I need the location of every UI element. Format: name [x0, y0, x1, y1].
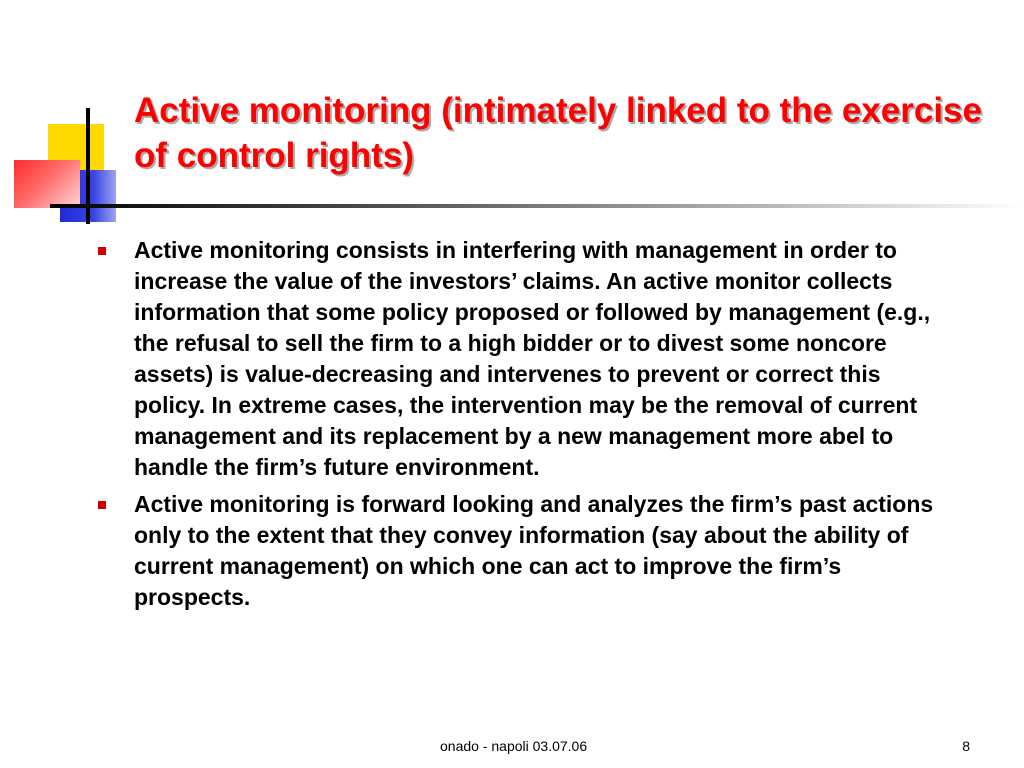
bullet-square-icon [98, 501, 106, 509]
bullet-item [134, 489, 949, 613]
bullet-text: Active monitoring is forward looking and analyzes the firm’s past actions only to the extent that they convey information (say about the ability of current management) on which one can act to improve the firm’s prospects. [134, 491, 934, 610]
decor-red-square [14, 160, 80, 208]
title-underline [50, 204, 1024, 208]
footer-text: onado - napoli 03.07.06 [440, 738, 588, 754]
slide-title: Active monitoring (intimately linked to the exercise of control rights) [134, 91, 982, 175]
page-number: 8 [962, 738, 970, 754]
bullet-list [134, 235, 949, 619]
bullet-item [134, 235, 949, 483]
bullet-square-icon [98, 247, 106, 255]
bullet-text: Active monitoring consists in interfering with management in order to increase the value of the investors’ claims. An active monitor collects information that some policy proposed or followed by management (e.g., the refusal to sell the firm to a high bidder or to divest some noncore assets) is value-decreasing and intervenes to prevent or correct this policy. In extreme cases, the intervention may be the removal of current management and its replacement by a new management more abel to handle the firm’s future environment. [134, 237, 931, 480]
